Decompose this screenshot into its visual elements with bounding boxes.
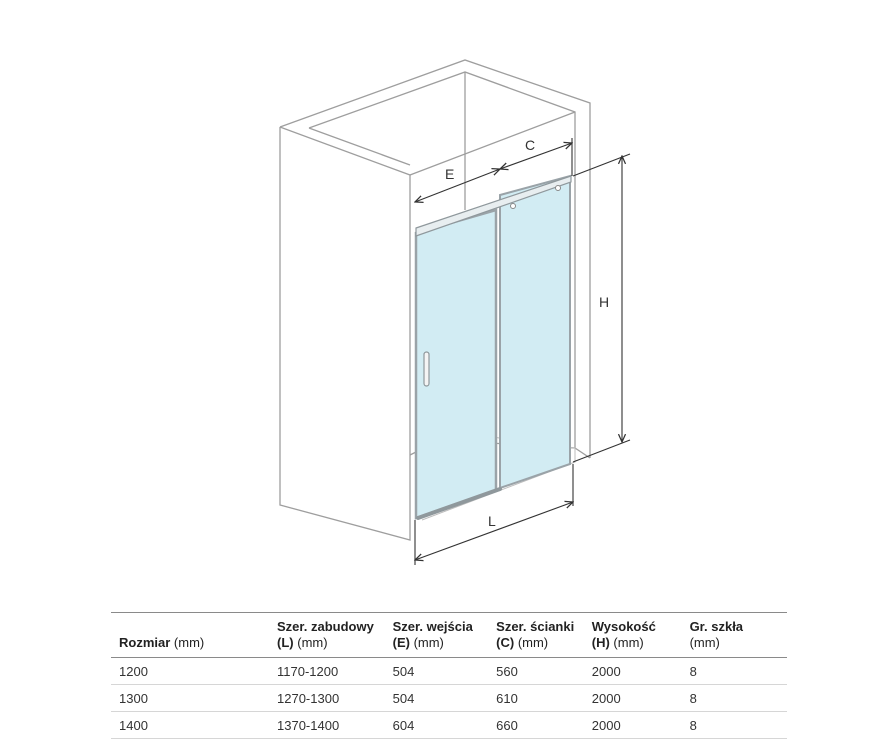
header-height: Wysokość (H) (mm) <box>591 619 656 650</box>
dimensions-table <box>111 612 787 739</box>
table-cell: 560 <box>496 663 518 679</box>
header-size: Rozmiar (mm) <box>119 635 205 650</box>
table-cell: 2000 <box>591 690 621 706</box>
table-cell: 1300 <box>119 690 148 706</box>
table-cell: 2000 <box>591 663 621 679</box>
fixed-glass-panel <box>500 176 570 488</box>
table-cell: 504 <box>392 663 415 679</box>
table-cell: 604 <box>392 717 415 733</box>
dimension-label-e: E <box>445 166 455 182</box>
table-cell: 2000 <box>591 717 621 733</box>
header-entry-width: Szer. wejścia (E) (mm) <box>392 619 473 650</box>
table-row <box>111 658 787 685</box>
dimension-label-l: L <box>488 513 496 529</box>
table-cell: 610 <box>496 690 518 706</box>
table-cell: 1370-1400 <box>277 717 340 733</box>
table-cell: 1270-1300 <box>277 690 340 706</box>
table-row <box>111 712 787 739</box>
table-cell: 8 <box>689 663 697 679</box>
table-cell: 660 <box>496 717 518 733</box>
table-cell: 504 <box>392 690 415 706</box>
header-installation-width: Szer. zabudowy (L) (mm) <box>277 619 374 650</box>
table-cell: 1200 <box>119 663 148 679</box>
table-cell: 8 <box>689 690 697 706</box>
table-row <box>111 685 787 712</box>
table-cell: 1400 <box>119 717 148 733</box>
roller <box>556 186 561 191</box>
roller <box>511 204 516 209</box>
dimension-label-c: C <box>525 137 536 153</box>
door-handle <box>424 352 429 386</box>
table-cell: 8 <box>689 717 697 733</box>
header-panel-width: Szer. ścianki (C) (mm) <box>496 619 575 650</box>
table-cell: 1170-1200 <box>277 663 339 679</box>
dimension-label-h: H <box>599 294 610 310</box>
table-header-row <box>111 613 787 658</box>
header-glass-thickness: Gr. szkła (mm) <box>689 619 744 650</box>
